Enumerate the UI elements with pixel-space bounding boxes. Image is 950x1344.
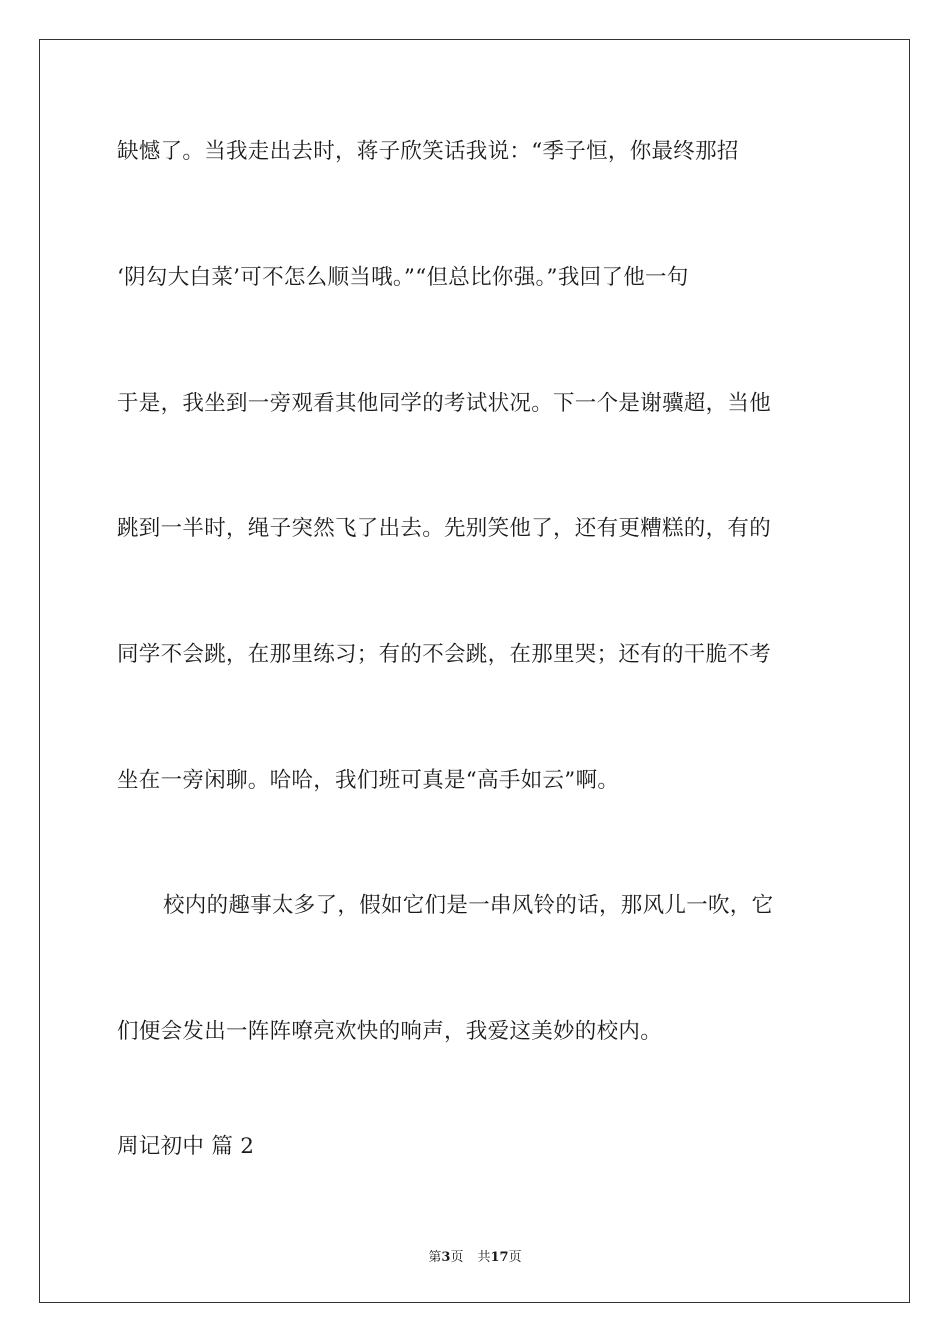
body-text-line: 们便会发出一阵阵嘹亮欢快的响声，我爱这美妙的校内。 [117,1019,663,1044]
page-prefix: 第 [428,1250,442,1265]
section-heading: 周记初中 篇 2 [117,1134,255,1159]
paragraph-first-line: 校内的趣事太多了，假如它们是一串风铃的话，那风儿一吹，它 [163,893,774,918]
body-text-line: ‘阴勾大白菜’可不怎么顺当哦。”“但总比你强。”我回了他一句 [117,265,689,290]
body-text-line: 同学不会跳，在那里练习；有的不会跳，在那里哭；还有的干脆不考 [117,642,772,667]
page-suffix: 页 [450,1250,464,1265]
body-text-line: 缺憾了。当我走出去时，蒋子欣笑话我说：“季子恒，你最终那招 [117,139,739,164]
total-prefix: 共 [477,1250,491,1265]
body-text-line: 跳到一半时，绳子突然飞了出去。先别笑他了，还有更糟糕的，有的 [117,516,772,541]
body-text-line: 于是，我坐到一旁观看其他同学的考试状况。下一个是谢骥超，当他 [117,391,772,416]
page-number: 3 [441,1250,451,1265]
page-border [39,39,910,1303]
page-footer [0,1250,950,1266]
total-suffix: 页 [508,1250,522,1265]
body-text-line: 坐在一旁闲聊。哈哈，我们班可真是“高手如云”啊。 [117,768,620,793]
total-pages: 17 [490,1250,509,1265]
